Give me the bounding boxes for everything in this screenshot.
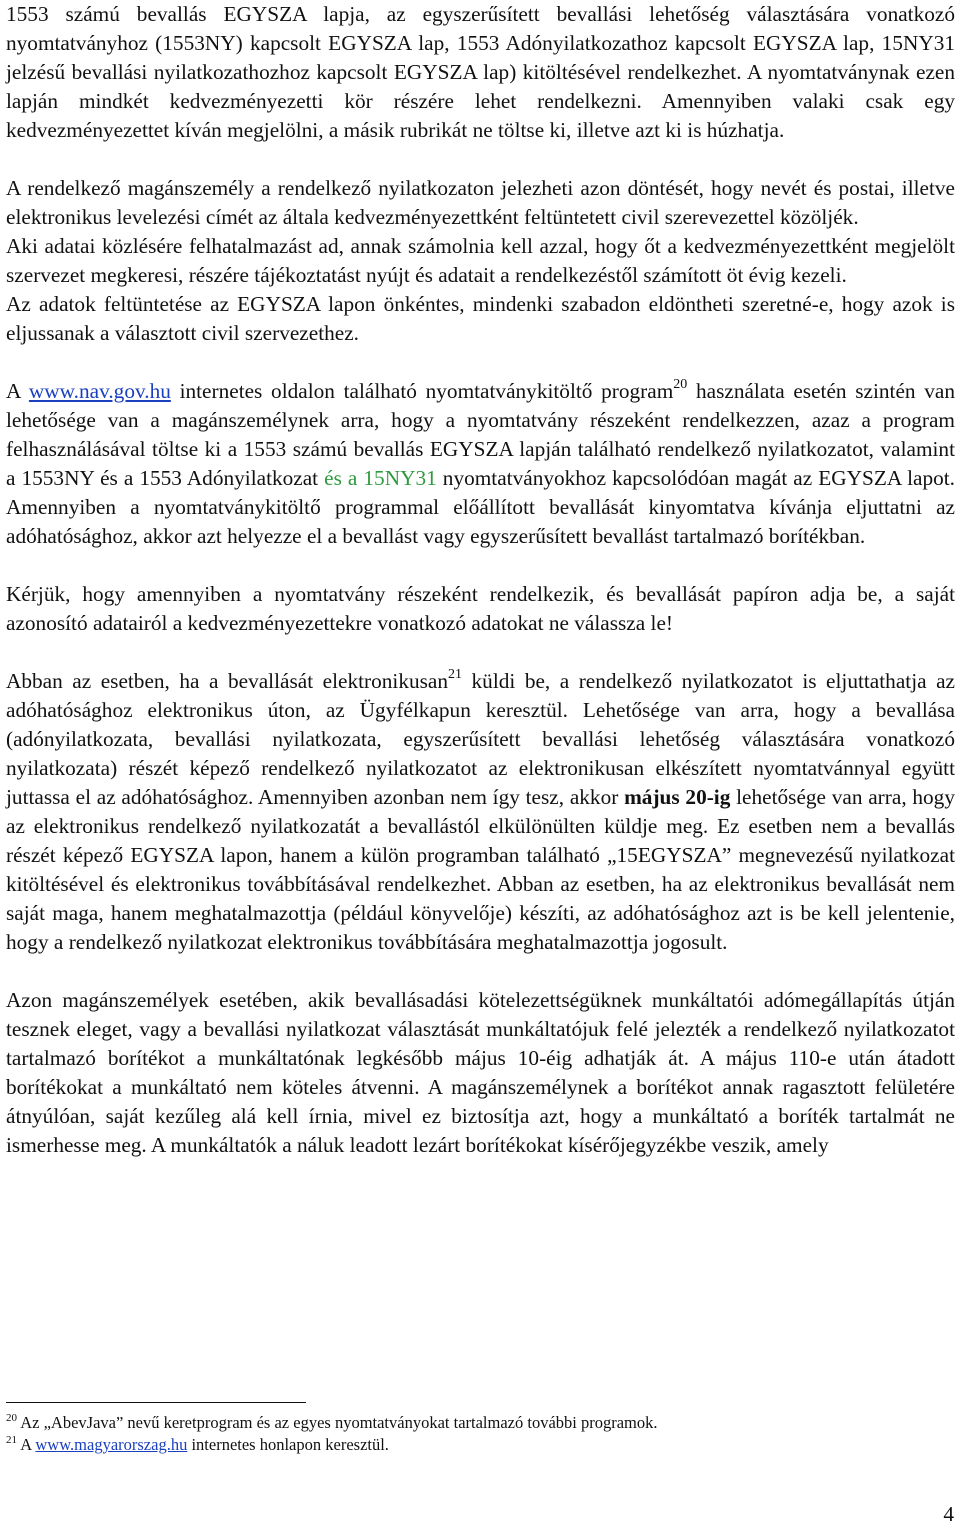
green-inserted-text: és a 15NY31 <box>324 466 437 490</box>
footnote-21: $^{21}$ A www.magyarorszag.hu internetes honlapon keresztül. <box>6 1434 389 1454</box>
paragraph-authorization: Aki adatai közlésére felhatalmazást ad, annak számolnia kell azzal, hogy őt a kedvezményezettként megjelölt szervezet megkeresi, részére tájékoztatást nyújt és adatait a rendelkezéstől számított öt évig kezeli. <box>6 234 955 287</box>
page-number: 4 <box>943 1502 954 1526</box>
paragraph-electronic: Abban az esetben, ha a bevallását elektronikusan$^{21}$ küldi be, a rendelkező nyilatkozatot is eljuttathatja az adóhatósághoz elektronikus úton, az Ügyfélkapun keresztül. Lehetősége van arra, hogy a bevallása (adónyilatkozata, bevallási nyilatkozata, egyszerűsített bevallási lehetőség választására vonatkozó nyilatkozata) részét képező rendelkező nyilatkozatot az elektronikusan elkészített nyomtatvánnyal együtt juttassa el az adóhatósághoz. Amennyiben azonban nem így tesz, akkor május 20-ig lehetősége van arra, hogy az elektronikus rendelkező nyilatkozatát a bevallástól elkülönülten küldje meg. Ez esetben nem a bevallás részét képező EGYSZA lapon, hanem a külön programban található „15EGYSZA” megnevezésű nyilatkozat kitöltésével és elektronikus továbbításával rendelkezhet. Abban az esetben, ha az elektronikus bevallását nem saját maga, hanem meghatalmazottja (például könyvelője) készíti, az adóhatósághoz azt is be kell jelentenie, hogy a rendelkező nyilatkozat elektronikus továbbítására meghatalmazottja jogosult. <box>6 667 955 954</box>
paragraph-egysza-intro: 1553 számú bevallás EGYSZA lapja, az egyszerűsített bevallási lehetőség választására vonatkozó nyomtatványhoz (1553NY) kapcsolt EGYSZA lap, 1553 Adónyilatkozathoz kapcsolt EGYSZA lap, 15NY31 jelzésű bevallási nyilatkozathozhoz kapcsolt EGYSZA lap) kitöltésével rendelkezhet. A nyomtatványnak ezen lapján mindkét kedvezményezetti kör részére lehet rendelkezni. Amennyiben valaki csak egy kedvezményezettet kíván megjelölni, a másik rubrikát ne töltse ki, illetve azt ki is húzhatja. <box>6 2 955 142</box>
paragraph-voluntary: Az adatok feltüntetése az EGYSZA lapon önkéntes, mindenki szabadon eldöntheti szeretné-e, hogy azok is eljussanak a választott civil szervezethez. <box>6 292 955 345</box>
footnote-ref-20: 20 <box>673 377 688 392</box>
nav-gov-link[interactable]: www.nav.gov.hu <box>28 379 171 403</box>
footnote-ref-21: 21 <box>448 667 463 682</box>
magyarorszag-link[interactable]: www.magyarorszag.hu <box>35 1435 188 1454</box>
footnotes <box>6 1412 955 1456</box>
paragraph-paper-request: Kérjük, hogy amennyiben a nyomtatvány részeként rendelkezik, és bevallását papíron adja be, a saját azonosító adatairól a kedvezményezettekre vonatkozó adatokat ne válassza le! <box>6 582 955 635</box>
document-body <box>6 0 955 1160</box>
footnote-20: $^{20}$ Az „AbevJava” nevű keretprogram és az egyes nyomtatványokat tartalmazó további programok. <box>6 1412 658 1432</box>
footnote-divider <box>6 1402 306 1403</box>
paragraph-nav-program: A www.nav.gov.hu internetes oldalon található nyomtatványkitöltő program$^{20}$ használata esetén szintén van lehetősége van a magánszemélynek arra, hogy a nyomtatvány részeként rendelkezzen, azaz a program felhasználásával töltse ki a 1553 számú bevallás EGYSZA lapján található rendelkező nyilatkozatot, valamint a 1553NY és a 1553 Adónyilatkozat és a 15NY31 nyomtatványokhoz kapcsolódóan magát az EGYSZA lapot. Amennyiben a nyomtatványkitöltő programmal előállított bevallását kinyomtatva kívánja eljuttatni az adóhatósághoz, akkor azt helyezze el a bevallást vagy egyszerűsített bevallást tartalmazó borítékban. <box>6 377 956 548</box>
deadline-bold: május 20-ig <box>624 785 731 809</box>
paragraph-data-sharing: A rendelkező magánszemély a rendelkező nyilatkozaton jelezheti azon döntését, hogy nevét és postai, illetve elektronikus levelezési címét az általa kedvezményezettként feltüntetett civil szerevezettel közöljék. <box>6 176 955 229</box>
paragraph-employer: Azon magánszemélyek esetében, akik bevallásadási kötelezettségüknek munkáltatói adómegállapítás útján tesznek eleget, vagy a bevallási nyilatkozat választását munkáltatójuk felé jelezték a rendelkező nyilatkozatot tartalmazó borítékot a munkáltatónak legkésőbb május 10-éig adhatják át. A május 110-e után átadott borítékokat a munkáltató nem köteles átvenni. A magánszemélynek a borítékot annak ragasztott felületére átnyúlóan, saját kezűleg alá kell írnia, mivel ez biztosítja azt, hogy a munkáltató a boríték tartalmát ne ismerhesse meg. A munkáltatók a náluk leadott lezárt borítékokat kísérőjegyzékbe veszik, amely <box>6 988 955 1157</box>
